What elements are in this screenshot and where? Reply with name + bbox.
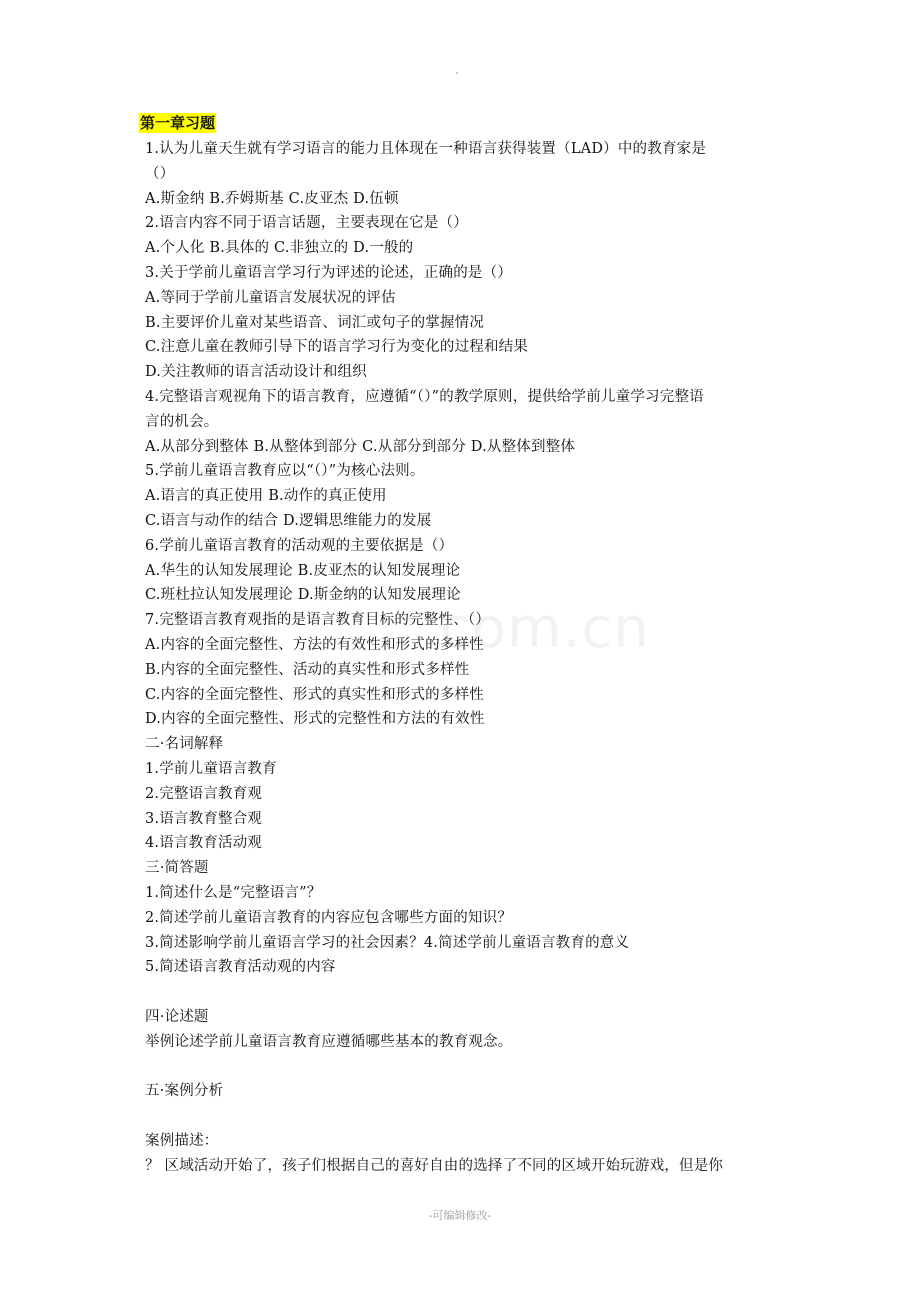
text-line: A.语言的真正使用 B.动作的真正使用 [145, 488, 387, 505]
text-line: 1.简述什么是“完整语言”？ [145, 884, 322, 901]
blank-line [145, 1104, 785, 1129]
watermark: com.cn [440, 596, 650, 661]
text-line: 2.语言内容不同于语言话题，主要表现在它是（） [145, 215, 468, 232]
text-line: 5.简述语言教育活动观的内容 [145, 959, 336, 976]
text-line: 4.语言教育活动观 [145, 835, 263, 852]
text-line: （） [145, 165, 175, 182]
blank-line [145, 1054, 785, 1079]
text-line: 5.学前儿童语言教育应以“（）”为核心法则。 [145, 463, 425, 480]
text-line: C.内容的全面完整性、形式的真实性和形式的多样性 [145, 686, 484, 703]
document-body [145, 137, 785, 1178]
text-line: A.华生的认知发展理论 B.皮亚杰的认知发展理论 [145, 562, 461, 579]
text-line: 言的机会。 [145, 413, 219, 430]
text-line: D.内容的全面完整性、形式的完整性和方法的有效性 [145, 711, 485, 728]
text-line: C.班杜拉认知发展理论 D.斯金纳的认知发展理论 [145, 587, 461, 604]
text-line: A.等同于学前儿童语言发展状况的评估 [145, 289, 396, 306]
text-line: A.斯金纳 B.乔姆斯基 C.皮亚杰 D.伍顿 [145, 190, 399, 207]
chapter-title: 第一章习题 [140, 114, 216, 132]
text-line: 7.完整语言教育观指的是语言教育目标的完整性、（） [145, 612, 491, 629]
text-line: 3.语言教育整合观 [145, 810, 263, 827]
text-line: 三·简答题 [145, 860, 209, 877]
page-dot [456, 72, 458, 74]
text-line: A.从部分到整体 B.从整体到部分 C.从部分到部分 D.从整体到整体 [145, 438, 576, 455]
text-line: 五·案例分析 [145, 1083, 224, 1100]
text-line: 4.完整语言观视角下的语言教育，应遵循“（）”的教学原则，提供给学前儿童学习完整语 [145, 388, 704, 405]
text-line: C.注意儿童在教师引导下的语言学习行为变化的过程和结果 [145, 339, 529, 356]
text-line: 举例论述学前儿童语言教育应遵循哪些基本的教育观念。 [145, 1033, 513, 1050]
blank-line [145, 980, 785, 1005]
text-line: A.个人化 B.具体的 C.非独立的 D.一般的 [145, 240, 414, 257]
text-line: C.语言与动作的结合 D.逻辑思维能力的发展 [145, 512, 432, 529]
page-footer: -可编辑修改- [428, 1209, 492, 1222]
text-line: ？ 区域活动开始了，孩子们根据自己的喜好自由的选择了不同的区域开始玩游戏，但是你 [145, 1157, 724, 1174]
text-line: 案例描述： [145, 1132, 219, 1149]
text-line: D.关注教师的语言活动设计和组织 [145, 364, 367, 381]
text-line: 二·名词解释 [145, 736, 224, 753]
text-line: B.主要评价儿童对某些语音、词汇或句子的掌握情况 [145, 314, 485, 331]
text-line: 6.学前儿童语言教育的活动观的主要依据是（） [145, 537, 454, 554]
text-line: 2.简述学前儿童语言教育的内容应包含哪些方面的知识？ [145, 909, 513, 926]
text-line: 四·论述题 [145, 1008, 209, 1025]
text-line: 1.学前儿童语言教育 [145, 760, 277, 777]
text-line: 2.完整语言教育观 [145, 785, 263, 802]
text-line: A.内容的全面完整性、方法的有效性和形式的多样性 [145, 636, 484, 653]
text-line: 1.认为儿童天生就有学习语言的能力且体现在一种语言获得装置（LAD）中的教育家是 [145, 141, 707, 157]
text-line: 3.关于学前儿童语言学习行为评述的论述，正确的是（） [145, 264, 513, 281]
text-line: B.内容的全面完整性、活动的真实性和形式多样性 [145, 661, 470, 678]
text-line: 3.简述影响学前儿童语言学习的社会因素？4.简述学前儿童语言教育的意义 [145, 934, 630, 951]
